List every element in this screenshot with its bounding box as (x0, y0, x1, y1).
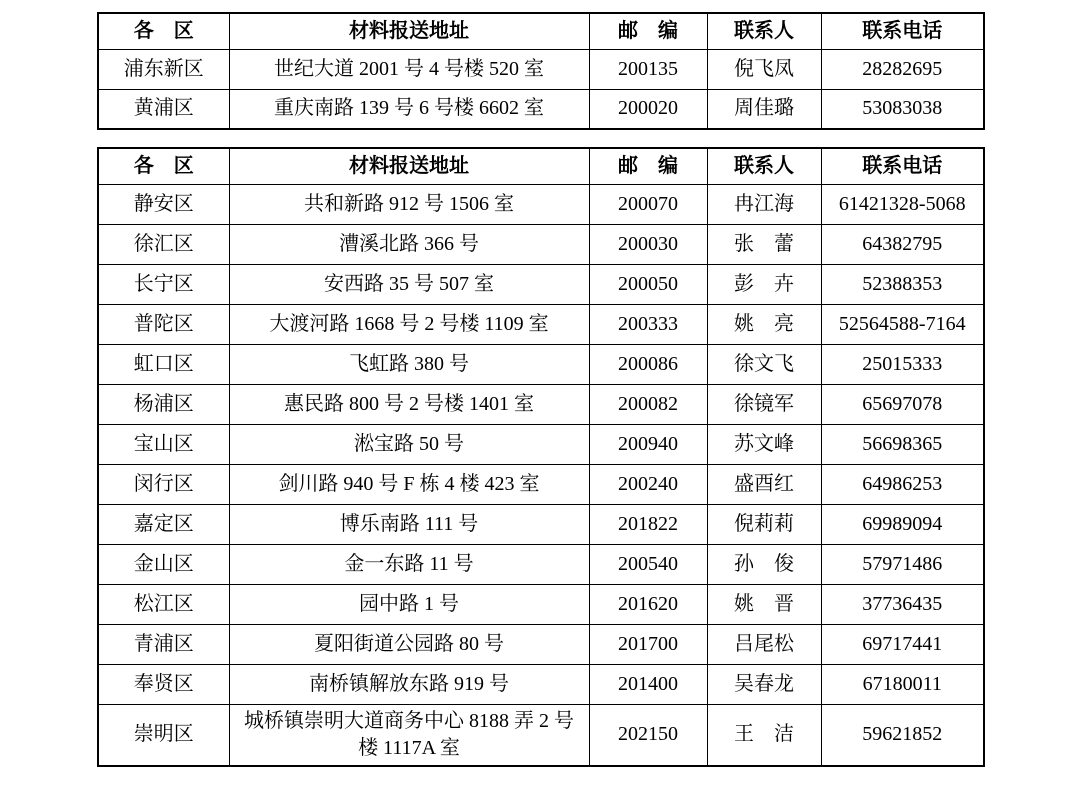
address-cell: 世纪大道 2001 号 4 号楼 520 室 (229, 49, 589, 89)
column-header-postcode: 邮 编 (589, 148, 707, 184)
district-cell: 徐汇区 (98, 224, 229, 264)
header-row (98, 13, 984, 49)
postcode-cell: 200030 (589, 224, 707, 264)
phone-cell: 69989094 (821, 504, 984, 544)
phone-cell: 59621852 (821, 704, 984, 766)
postcode-cell: 200020 (589, 89, 707, 129)
address-cell: 漕溪北路 366 号 (229, 224, 589, 264)
phone-cell: 28282695 (821, 49, 984, 89)
contact-person-cell: 徐镜军 (707, 384, 821, 424)
contact-person-cell: 苏文峰 (707, 424, 821, 464)
address-cell: 共和新路 912 号 1506 室 (229, 184, 589, 224)
district-cell: 闵行区 (98, 464, 229, 504)
postcode-cell: 200240 (589, 464, 707, 504)
contact-person-cell: 冉江海 (707, 184, 821, 224)
district-cell: 青浦区 (98, 624, 229, 664)
phone-cell: 57971486 (821, 544, 984, 584)
table-row (98, 184, 984, 224)
table-row (98, 624, 984, 664)
table-row (98, 424, 984, 464)
table-row (98, 49, 984, 89)
contact-person-cell: 姚 亮 (707, 304, 821, 344)
district-contact-table-2 (97, 147, 985, 767)
table-row (98, 264, 984, 304)
district-cell: 嘉定区 (98, 504, 229, 544)
district-cell: 浦东新区 (98, 49, 229, 89)
address-cell: 飞虹路 380 号 (229, 344, 589, 384)
column-header-district: 各 区 (98, 148, 229, 184)
district-cell: 普陀区 (98, 304, 229, 344)
postcode-cell: 201822 (589, 504, 707, 544)
column-header-contact: 联系人 (707, 13, 821, 49)
district-cell: 奉贤区 (98, 664, 229, 704)
table-row (98, 344, 984, 384)
address-cell: 园中路 1 号 (229, 584, 589, 624)
column-header-phone: 联系电话 (821, 148, 984, 184)
address-cell: 安西路 35 号 507 室 (229, 264, 589, 304)
phone-cell: 67180011 (821, 664, 984, 704)
address-cell: 博乐南路 111 号 (229, 504, 589, 544)
address-cell: 惠民路 800 号 2 号楼 1401 室 (229, 384, 589, 424)
column-header-phone: 联系电话 (821, 13, 984, 49)
district-cell: 黄浦区 (98, 89, 229, 129)
table-row (98, 544, 984, 584)
postcode-cell: 200050 (589, 264, 707, 304)
postcode-cell: 201700 (589, 624, 707, 664)
contact-person-cell: 孙 俊 (707, 544, 821, 584)
address-cell: 剑川路 940 号 F 栋 4 楼 423 室 (229, 464, 589, 504)
postcode-cell: 202150 (589, 704, 707, 766)
phone-cell: 52388353 (821, 264, 984, 304)
table-row (98, 464, 984, 504)
phone-cell: 65697078 (821, 384, 984, 424)
postcode-cell: 201620 (589, 584, 707, 624)
postcode-cell: 200070 (589, 184, 707, 224)
postcode-cell: 200135 (589, 49, 707, 89)
table-row (98, 384, 984, 424)
district-cell: 长宁区 (98, 264, 229, 304)
contact-person-cell: 徐文飞 (707, 344, 821, 384)
postcode-cell: 200086 (589, 344, 707, 384)
column-header-postcode: 邮 编 (589, 13, 707, 49)
address-cell: 南桥镇解放东路 919 号 (229, 664, 589, 704)
district-cell: 宝山区 (98, 424, 229, 464)
table-row (98, 89, 984, 129)
phone-cell: 64986253 (821, 464, 984, 504)
phone-cell: 37736435 (821, 584, 984, 624)
column-header-district: 各 区 (98, 13, 229, 49)
postcode-cell: 200540 (589, 544, 707, 584)
phone-cell: 53083038 (821, 89, 984, 129)
phone-cell: 69717441 (821, 624, 984, 664)
address-cell: 城桥镇崇明大道商务中心 8188 弄 2 号楼 1117A 室 (229, 704, 589, 766)
table-row (98, 584, 984, 624)
address-cell: 淞宝路 50 号 (229, 424, 589, 464)
address-cell: 金一东路 11 号 (229, 544, 589, 584)
table-row (98, 304, 984, 344)
postcode-cell: 201400 (589, 664, 707, 704)
district-cell: 杨浦区 (98, 384, 229, 424)
postcode-cell: 200940 (589, 424, 707, 464)
district-cell: 金山区 (98, 544, 229, 584)
postcode-cell: 200333 (589, 304, 707, 344)
table-row (98, 504, 984, 544)
contact-person-cell: 吴春龙 (707, 664, 821, 704)
postcode-cell: 200082 (589, 384, 707, 424)
phone-cell: 64382795 (821, 224, 984, 264)
contact-person-cell: 吕尾松 (707, 624, 821, 664)
contact-person-cell: 张 蕾 (707, 224, 821, 264)
phone-cell: 56698365 (821, 424, 984, 464)
table-row (98, 664, 984, 704)
address-cell: 大渡河路 1668 号 2 号楼 1109 室 (229, 304, 589, 344)
contact-person-cell: 周佳璐 (707, 89, 821, 129)
phone-cell: 25015333 (821, 344, 984, 384)
district-cell: 崇明区 (98, 704, 229, 766)
district-cell: 松江区 (98, 584, 229, 624)
contact-person-cell: 姚 晋 (707, 584, 821, 624)
column-header-address: 材料报送地址 (229, 148, 589, 184)
district-contact-table-1 (97, 12, 985, 130)
contact-person-cell: 彭 卉 (707, 264, 821, 304)
contact-person-cell: 王 洁 (707, 704, 821, 766)
contact-person-cell: 倪飞凤 (707, 49, 821, 89)
phone-cell: 52564588-7164 (821, 304, 984, 344)
header-row (98, 148, 984, 184)
column-header-address: 材料报送地址 (229, 13, 589, 49)
district-cell: 虹口区 (98, 344, 229, 384)
address-cell: 重庆南路 139 号 6 号楼 6602 室 (229, 89, 589, 129)
address-cell: 夏阳街道公园路 80 号 (229, 624, 589, 664)
table-row (98, 704, 984, 766)
phone-cell: 61421328-5068 (821, 184, 984, 224)
column-header-contact: 联系人 (707, 148, 821, 184)
contact-person-cell: 倪莉莉 (707, 504, 821, 544)
district-cell: 静安区 (98, 184, 229, 224)
contact-person-cell: 盛酉红 (707, 464, 821, 504)
table-row (98, 224, 984, 264)
